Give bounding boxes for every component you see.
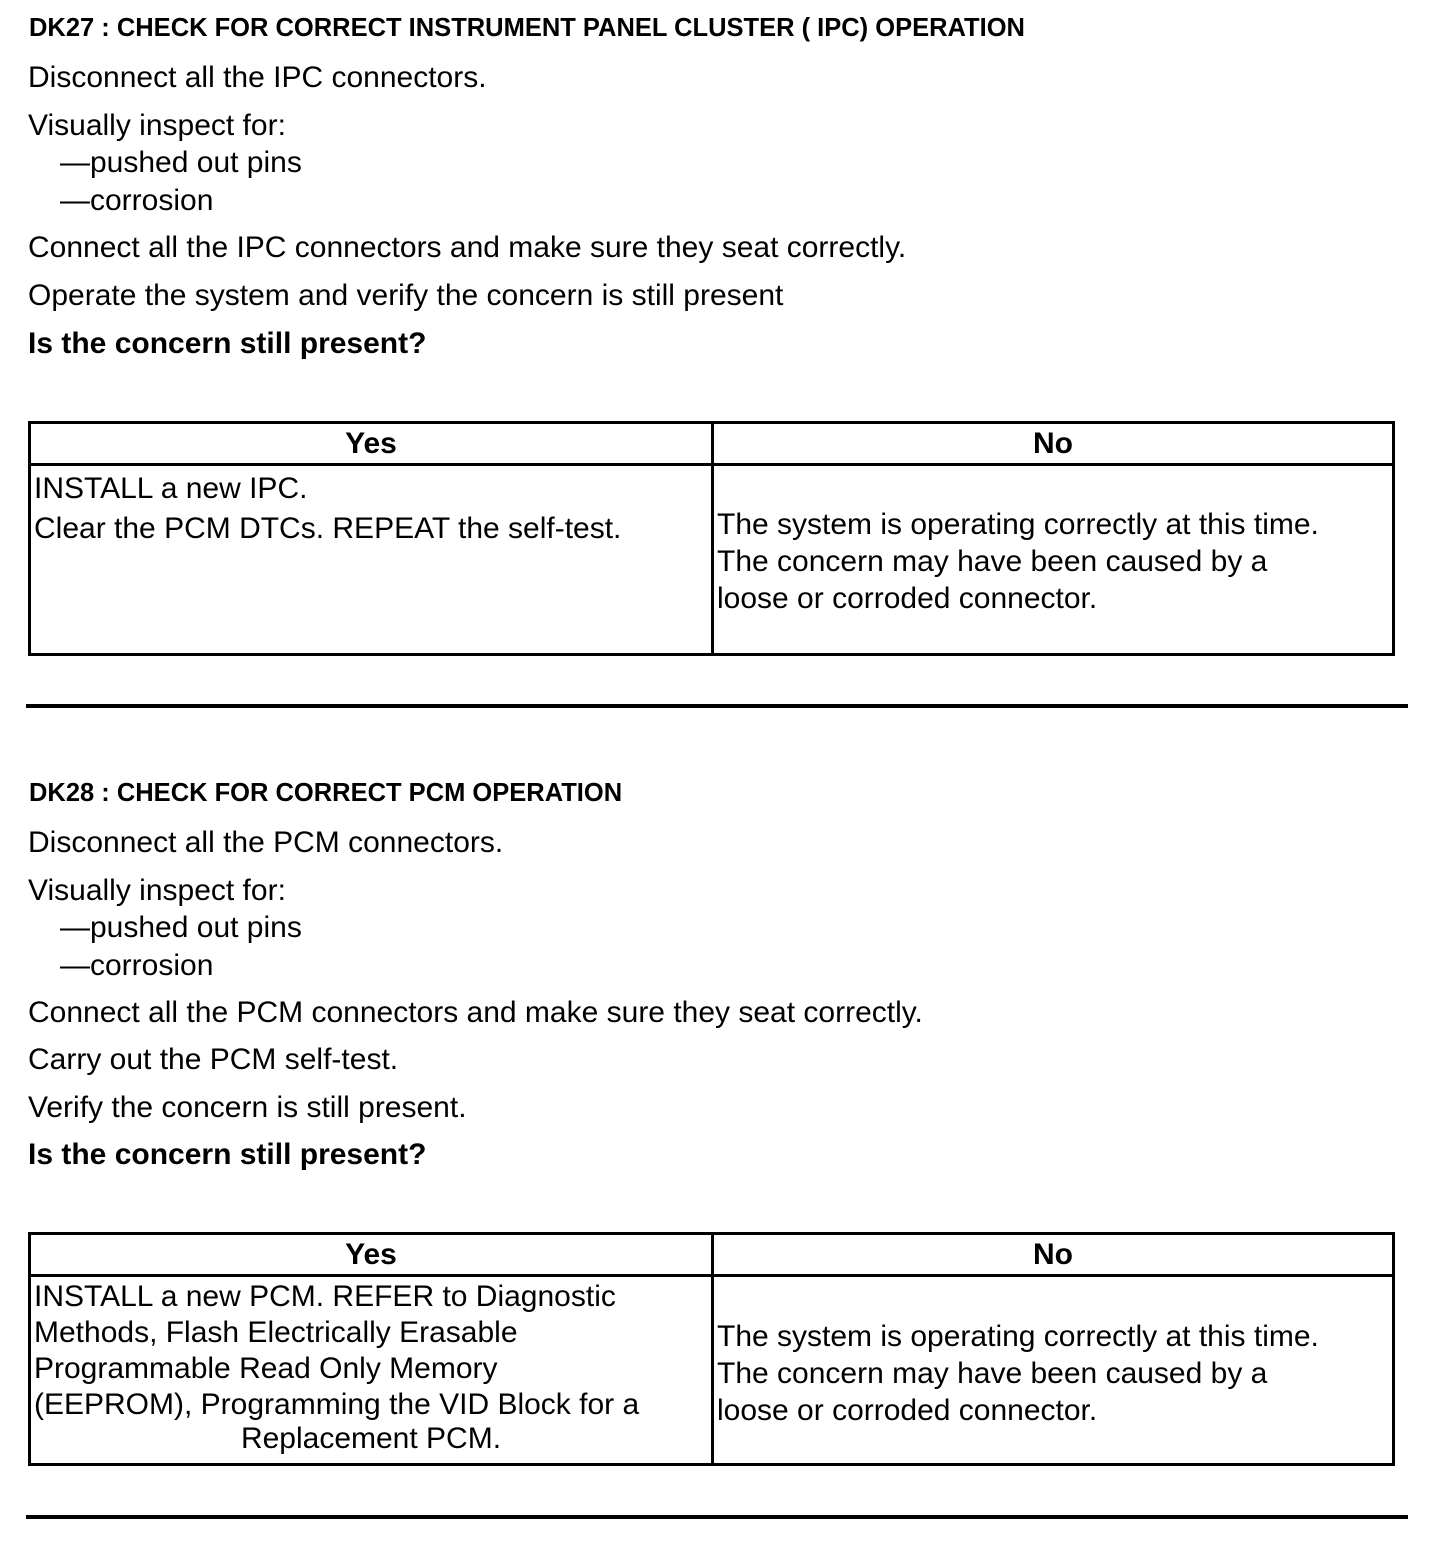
column-divider [711,1235,714,1463]
no-cell [717,1318,1319,1429]
yes-header: Yes [345,427,397,460]
no-line: The concern may have been caused by a [717,1357,1268,1390]
instruction-line: Disconnect all the IPC connectors. [28,61,487,94]
instruction-line: Connect all the IPC connectors and make sure they seat correctly. [28,231,907,264]
column-divider [711,424,714,653]
inspect-item: —pushed out pins [60,911,302,944]
section-divider [26,1515,1408,1519]
no-line: loose or corroded connector. [717,582,1098,615]
instruction-line: Connect all the PCM connectors and make sure they seat correctly. [28,996,923,1029]
step-title: DK27 : CHECK FOR CORRECT INSTRUMENT PANEL CLUSTER ( IPC) OPERATION [29,14,1025,42]
yes-line: Programmable Read Only Memory [34,1352,498,1385]
yes-line: Replacement PCM. [240,1422,502,1455]
inspect-item: —corrosion [60,184,214,217]
instruction-line: Carry out the PCM self-test. [28,1043,399,1076]
yes-no-table [28,1232,1395,1466]
yes-cell [34,1279,708,1455]
question: Is the concern still present? [28,1138,427,1171]
step-title: DK28 : CHECK FOR CORRECT PCM OPERATION [29,779,623,807]
inspect-item: —pushed out pins [60,146,302,179]
yes-line: Methods, Flash Electrically Erasable [34,1316,518,1349]
yes-header: Yes [345,1238,397,1271]
no-header: No [1033,427,1073,460]
no-cell [717,506,1319,617]
instruction-line: Visually inspect for: [28,109,286,142]
section-divider [26,704,1408,708]
no-line: The system is operating correctly at this time. [717,508,1319,541]
no-header: No [1033,1238,1073,1271]
yes-cell [34,469,621,549]
yes-no-table [28,421,1395,656]
no-line: The concern may have been caused by a [717,545,1268,578]
instruction-line: Operate the system and verify the concern is still present [28,279,784,312]
yes-line: INSTALL a new IPC. [34,472,308,505]
yes-line: (EEPROM), Programming the VID Block for a [34,1388,640,1421]
instruction-line: Verify the concern is still present. [28,1091,467,1124]
inspect-item: —corrosion [60,949,214,982]
yes-line: INSTALL a new PCM. REFER to Diagnostic [34,1280,616,1313]
no-line: The system is operating correctly at this time. [717,1320,1319,1353]
yes-line: Clear the PCM DTCs. REPEAT the self-test. [34,512,622,545]
no-line: loose or corroded connector. [717,1394,1098,1427]
instruction-line: Disconnect all the PCM connectors. [28,826,504,859]
question: Is the concern still present? [28,327,427,360]
instruction-line: Visually inspect for: [28,874,286,907]
